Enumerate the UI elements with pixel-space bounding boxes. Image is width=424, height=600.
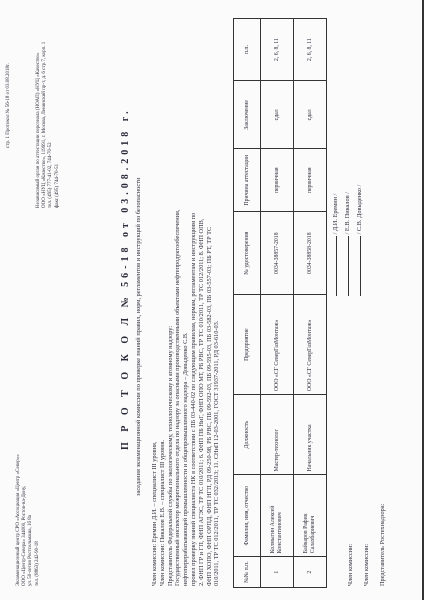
cert-line: тел. (495) 777-41-02, 744-70-52 [48, 142, 54, 208]
cert-line: Независимый орган по аттестации персонала (НОАП) «НУЦ «Качество» [36, 52, 41, 208]
col-header-number: №№ п.п. [234, 557, 261, 588]
certification-body-header [36, 42, 61, 208]
body-line: провел проверку знаний специалиста НК в соответствии с ПБ 03-440-02 по следующим правилам, нормам, регламентам и инструкциям по [189, 212, 197, 586]
table-header-row [234, 19, 261, 588]
col-header-position: Должность [234, 395, 261, 475]
body-line: ФНП ХОПО, ФНП ОРПД, ФНП НГП, РД 09-250-98, РБ РВС, ПБ 09-592-03, ПБ 09-595-03, ПБ 03-582-03, ПБ 03-557-03; ПБ РТ, ТР ТС [205, 226, 213, 586]
cert-line: факс (495) 744-70-51 [54, 163, 60, 208]
signer-name: / Д.И. Еремин / [332, 193, 339, 235]
signature-line [348, 236, 349, 296]
issuer-line: ул. 50-летия Ростсельмаша, 1б 8а [28, 514, 34, 586]
cert-line: ООО «НУЦ «Качество», 119991, г. Москва, Ленинский пр-т, д. 6 стр.7, корп. 1 [42, 41, 48, 208]
cell-position: Мастер-технолог [261, 395, 294, 475]
cell-company: ООО «СГ СеверГазМонтаж» [261, 295, 294, 395]
issuer-header [16, 454, 41, 586]
col-header-conclusion: Заключение [234, 81, 261, 149]
signer-name: / Е.В. Пикалов / [344, 192, 351, 235]
cell-reason: первичная [261, 149, 294, 212]
results-table [233, 18, 327, 588]
cell-name: Байкаров Рафик Салахбариевич [294, 475, 327, 557]
cell-number: 1 [261, 557, 294, 588]
protocol-subtitle: заседания экзаменационной комиссии по проверке знаний правил, норм, регламентов и инструкций по безопасности [135, 177, 142, 496]
body-line: нефтеперерабатывающей промышленности и общепромышленного надзора – Довыденко С.В. [182, 332, 190, 586]
table-row [294, 19, 327, 588]
table-row [261, 19, 294, 588]
body-line: Член комиссии: Еремин Д.И. – специалист III уровня, [151, 441, 158, 586]
col-header-name: Фамилия, имя, отчество [234, 475, 261, 557]
signature-labels [343, 504, 391, 586]
col-header-company: Предприятие [234, 295, 261, 395]
cell-reason: первичная [294, 149, 327, 212]
commission-text [151, 210, 221, 586]
issuer-line: Экзаменационный центр СРО «Ассоциация «Центр «Север»» [16, 454, 21, 586]
signature-line [360, 236, 361, 296]
page-reference: стр. 1 Протокол № 56-18 от 03.08.2018г. [6, 63, 11, 148]
signature-line [336, 236, 337, 296]
signer-name: / С.В. Довыденко / [356, 184, 363, 235]
cell-conclusion: сдал [261, 81, 294, 149]
body-line: 010/2011, ТР ТС 012/2011, ТР ТС 032/2013; 11. СНиП 12-03-2001, ГОСТ 31937-2011, РД 03-610-03. [213, 320, 221, 586]
cell-number: 2 [294, 557, 327, 588]
cell-items: 2, 6, 8, 11 [294, 19, 327, 81]
col-header-reason: Причина аттестации [234, 149, 261, 212]
body-line: Член комиссии: Пикалов Е.В. – специалист III уровня. [158, 439, 166, 586]
signature-name [330, 185, 342, 300]
body-line: Представитель Федеральной службы по экологическому, технологическому и атомному надзору: [166, 325, 174, 586]
cell-company: ООО «СГ СеверГазМонтаж» [294, 295, 327, 395]
signature-names [330, 185, 366, 300]
signature-name [342, 185, 354, 300]
cell-certificate: 0034-38857-2018 [261, 212, 294, 295]
signature-name [354, 185, 366, 300]
signature-label: Член комиссии: [363, 543, 370, 586]
protocol-title: П Р О Т О К О Л № 56-18 от 03.08.2018 г. [120, 107, 131, 450]
cell-certificate: 0034-38858-2018 [294, 212, 327, 295]
cell-position: Начальник участка [294, 395, 327, 475]
body-line: 2. ФНП ГР и ГП, ФНП АГЭС, ТР ТС 010/2011; 6. ФНП ПБ НиГ, ФНП ОПО МТ, РБ РВС, ТР ТС 010/2011, ТР ТС 012/2011; 8. ФНП ОПВ, [197, 218, 205, 586]
col-header-items: п.п. [234, 19, 261, 81]
issuer-line: ООО «Центр-Севера» 344000, Ростов-на-Дону, [22, 485, 28, 586]
cell-name: Колмыгин Алексей Константинович [261, 475, 294, 557]
issuer-line: тел. (8863) 242-90-18 [34, 541, 40, 586]
col-header-certificate: № удостоверения [234, 212, 261, 295]
cell-conclusion: сдал [294, 81, 327, 149]
body-line: Государственный инспектор межрегионального отдела по надзору за опасными производственными объектами нефтепродуктообеспечения, [174, 209, 182, 586]
cell-items: 2, 6, 8, 11 [261, 19, 294, 81]
signature-label: Представитель Ростехнадзора: [379, 503, 386, 586]
signature-label: Член комиссии: [347, 543, 354, 586]
